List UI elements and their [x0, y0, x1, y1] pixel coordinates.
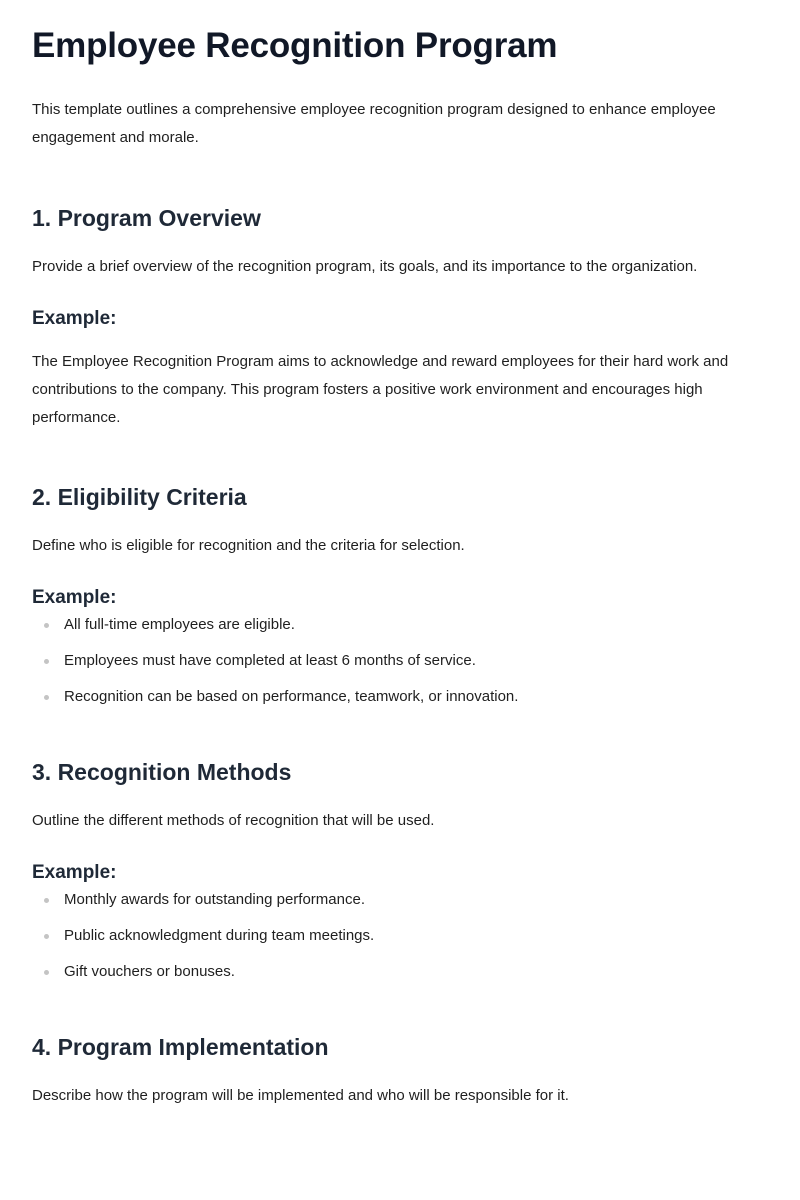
- list-item-text: Employees must have completed at least 6 months of service.: [64, 652, 476, 669]
- list-item-text: Recognition can be based on performance, teamwork, or innovation.: [64, 688, 519, 705]
- list-item: [32, 886, 768, 922]
- section-description: Outline the different methods of recognition that will be used.: [32, 812, 435, 829]
- list-item: [32, 958, 768, 994]
- section-heading: 3. Recognition Methods: [32, 759, 292, 785]
- list-item: [32, 647, 768, 683]
- page-title: Employee Recognition Program: [32, 26, 558, 65]
- example-heading: Example:: [32, 862, 117, 883]
- bullet-dot-icon: [44, 970, 49, 975]
- example-heading: Example:: [32, 587, 117, 608]
- section-eligibility-criteria: [32, 432, 768, 719]
- bullet-dot-icon: [44, 695, 49, 700]
- bullet-dot-icon: [44, 623, 49, 628]
- section-heading: 1. Program Overview: [32, 205, 261, 231]
- example-list: [32, 611, 768, 719]
- section-heading: 2. Eligibility Criteria: [32, 484, 247, 510]
- list-item: [32, 922, 768, 958]
- list-item-text: Public acknowledgment during team meetings.: [64, 927, 375, 944]
- section-description: Provide a brief overview of the recognition program, its goals, and its importance to the organization.: [32, 258, 698, 275]
- list-item-text: All full-time employees are eligible.: [64, 616, 295, 633]
- section-description: Define who is eligible for recognition and the criteria for selection.: [32, 537, 465, 554]
- list-item-text: Monthly awards for outstanding performance.: [64, 891, 365, 908]
- section-program-implementation: [32, 994, 768, 1110]
- section-recognition-methods: [32, 719, 768, 994]
- list-item-text: Gift vouchers or bonuses.: [64, 963, 235, 980]
- example-list: [32, 886, 768, 994]
- section-program-overview: [32, 152, 768, 432]
- bullet-dot-icon: [44, 659, 49, 664]
- bullet-dot-icon: [44, 898, 49, 903]
- list-item: [32, 683, 768, 719]
- example-heading: Example:: [32, 308, 117, 329]
- example-paragraph: The Employee Recognition Program aims to acknowledge and reward employees for their hard work and contributions to the company. This program fosters a positive work environment and encourages high performance.: [32, 353, 729, 426]
- section-description: Describe how the program will be implemented and who will be responsible for it.: [32, 1087, 569, 1104]
- list-item: [32, 611, 768, 647]
- intro-paragraph: This template outlines a comprehensive employee recognition program designed to enhance employee engagement and morale.: [32, 101, 716, 146]
- section-heading: 4. Program Implementation: [32, 1034, 329, 1060]
- bullet-dot-icon: [44, 934, 49, 939]
